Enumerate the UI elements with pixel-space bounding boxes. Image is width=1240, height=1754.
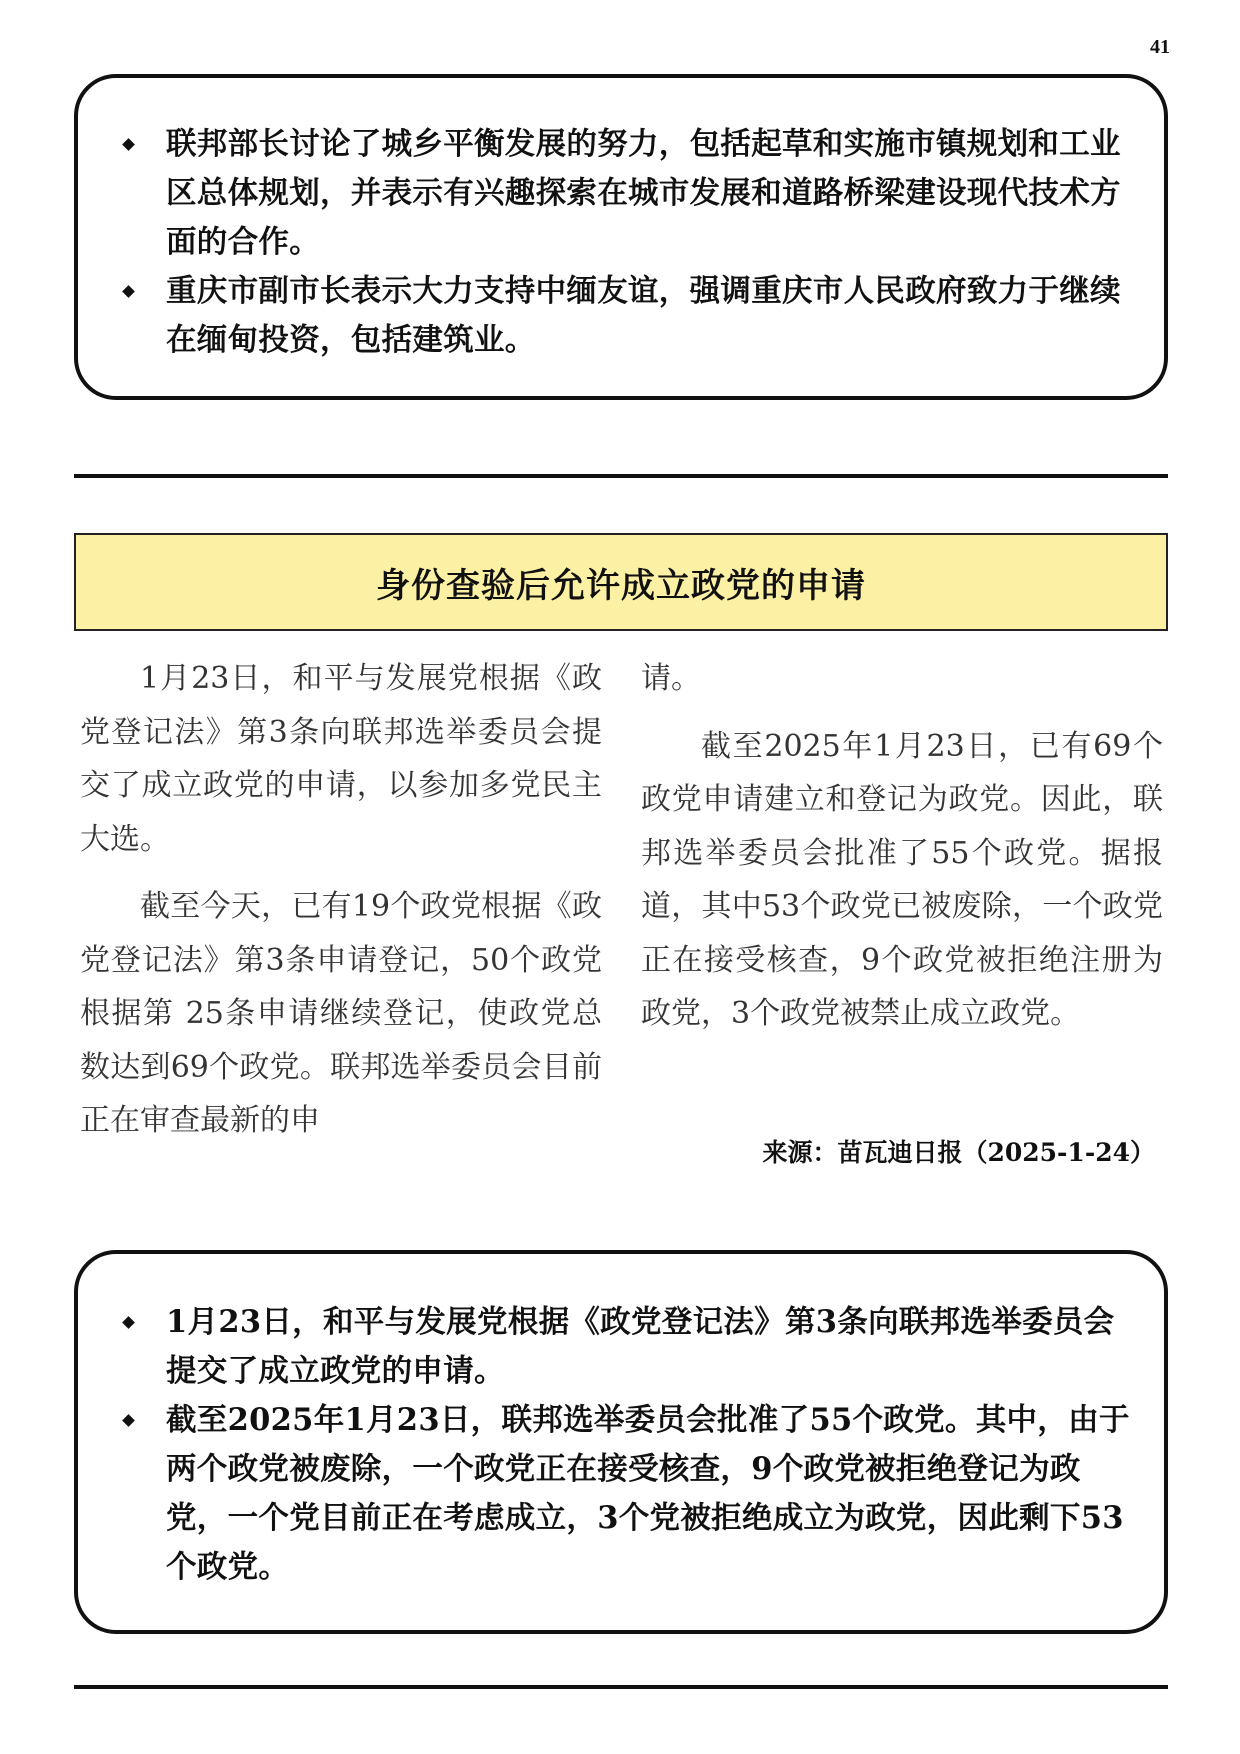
summary-bullet <box>124 120 1142 267</box>
article-paragraph-continuation: 请。 <box>641 661 701 696</box>
section-divider <box>74 474 1168 478</box>
article-paragraph: 截至2025年1月23日，已有69个政党申请建立和登记为政党。因此，联邦选举委员会批准了55个政党。据报道，其中53个政党已被废除，一个政党正在接受核查，9个政党被拒绝注册为政党，3个政党被禁止成立政党。 <box>641 728 1163 1031</box>
page-bottom-rule <box>74 1685 1168 1689</box>
summary-box-top <box>74 74 1168 400</box>
article-title: 身份查验后允许成立政党的申请 <box>376 565 866 606</box>
summary-bullet <box>124 1298 1142 1396</box>
summary-bullet <box>124 267 1142 365</box>
summary-bullet-text: 重庆市副市长表示大力支持中缅友谊，强调重庆市人民政府致力于继续在缅甸投资，包括建筑业。 <box>166 273 1121 358</box>
summary-bullet-text: 1月23日，和平与发展党根据《政党登记法》第3条向联邦选举委员会提交了成立政党的申请。 <box>166 1304 1115 1389</box>
summary-bullet <box>124 1396 1142 1592</box>
article-headline-bar <box>74 533 1168 631</box>
article-column-right <box>641 652 1163 1055</box>
article-column-left <box>80 652 602 1162</box>
article-source: 来源：苗瓦迪日报（2025-1-24） <box>762 1138 1155 1167</box>
page-number: 41 <box>1150 36 1170 58</box>
summary-bullet-text: 联邦部长讨论了城乡平衡发展的努力，包括起草和实施市镇规划和工业区总体规划，并表示有兴趣探索在城市发展和道路桥梁建设现代技术方面的合作。 <box>166 126 1121 260</box>
article-paragraph: 1月23日，和平与发展党根据《政党登记法》第3条向联邦选举委员会提交了成立政党的申请，以参加多党民主大选。 <box>80 661 602 857</box>
article-paragraph: 截至今天，已有19个政党根据《政党登记法》第3条申请登记，50个政党根据第 25条申请继续登记，使政党总数达到69个政党。联邦选举委员会目前正在审查最新的申 <box>80 889 602 1138</box>
diamond-bullet-icon <box>122 1316 135 1329</box>
diamond-bullet-icon <box>122 138 135 151</box>
diamond-bullet-icon <box>122 285 135 298</box>
summary-bullet-text: 截至2025年1月23日，联邦选举委员会批准了55个政党。其中，由于两个政党被废除，一个政党正在接受核查，9个政党被拒绝登记为政党，一个党目前正在考虑成立，3个党被拒绝成立为政党，因此剩下53个政党。 <box>166 1402 1130 1585</box>
summary-box-bottom <box>74 1250 1168 1634</box>
diamond-bullet-icon <box>122 1414 135 1427</box>
